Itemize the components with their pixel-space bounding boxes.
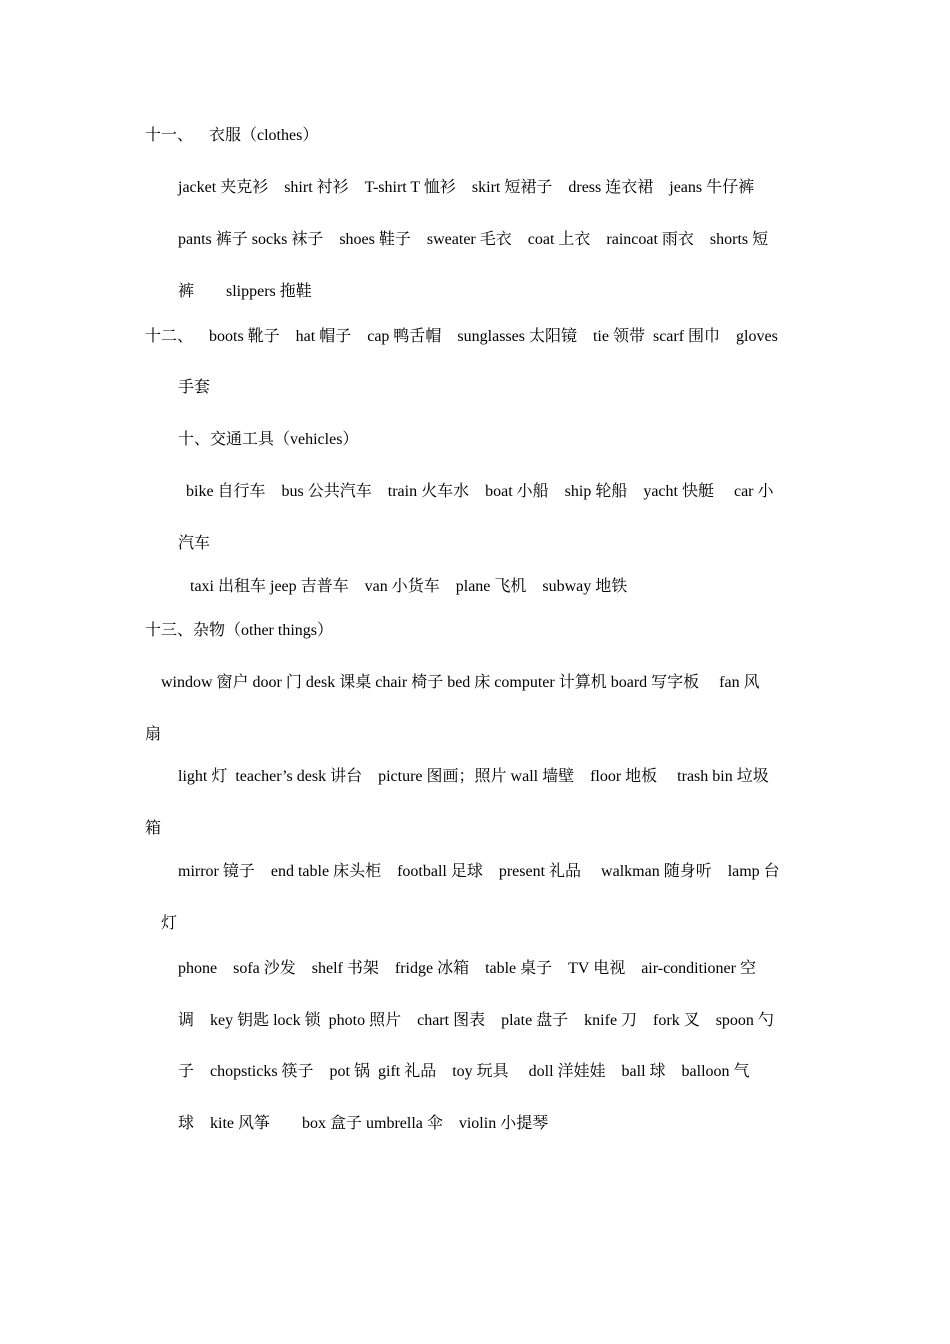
text-line: 手套 — [178, 379, 211, 396]
text-line: 汽车 — [178, 535, 211, 552]
text-line: 箱 — [145, 820, 162, 837]
text-line: jacket 夹克衫 shirt 衬衫 T-shirt T 恤衫 skirt 短裙子 dress 连衣裙 jeans 牛仔裤 — [178, 179, 755, 196]
section-heading-vehicles: 十、交通工具（vehicles） — [178, 431, 359, 448]
text-line: 灯 — [161, 915, 178, 932]
text-line: 调 key 钥匙 lock 锁 photo 照片 chart 图表 plate 盘子 knife 刀 fork 叉 spoon 勺 — [178, 1012, 774, 1029]
text-line: 子 chopsticks 筷子 pot 锅 gift 礼品 toy 玩具 doll 洋娃娃 ball 球 balloon 气 — [178, 1063, 750, 1080]
text-line: mirror 镜子 end table 床头柜 football 足球 present 礼品 walkman 随身听 lamp 台 — [178, 863, 780, 880]
text-line: phone sofa 沙发 shelf 书架 fridge 冰箱 table 桌子 TV 电视 air-conditioner 空 — [178, 960, 756, 977]
section-heading-other-things: 十三、杂物（other things） — [145, 622, 333, 639]
text-line: 裤 slippers 拖鞋 — [178, 283, 312, 300]
text-line: taxi 出租车 jeep 吉普车 van 小货车 plane 飞机 subway 地铁 — [190, 578, 628, 595]
section-heading-accessories: 十二、 boots 靴子 hat 帽子 cap 鸭舌帽 sunglasses 太阳镜 tie 领带 scarf 围巾 gloves — [145, 328, 778, 345]
text-line: light 灯 teacher’s desk 讲台 picture 图画；照片 wall 墙壁 floor 地板 trash bin 垃圾 — [178, 768, 769, 785]
section-heading-clothes: 十一、 衣服（clothes） — [145, 127, 319, 144]
text-line: 扇 — [145, 726, 162, 743]
text-line: 球 kite 风筝 box 盒子 umbrella 伞 violin 小提琴 — [178, 1115, 549, 1132]
text-line: pants 裤子 socks 袜子 shoes 鞋子 sweater 毛衣 coat 上衣 raincoat 雨衣 shorts 短 — [178, 231, 769, 248]
text-line: window 窗户 door 门 desk 课桌 chair 椅子 bed 床 computer 计算机 board 写字板 fan 风 — [161, 674, 760, 691]
text-line: bike 自行车 bus 公共汽车 train 火车水 boat 小船 ship 轮船 yacht 快艇 car 小 — [186, 483, 774, 500]
